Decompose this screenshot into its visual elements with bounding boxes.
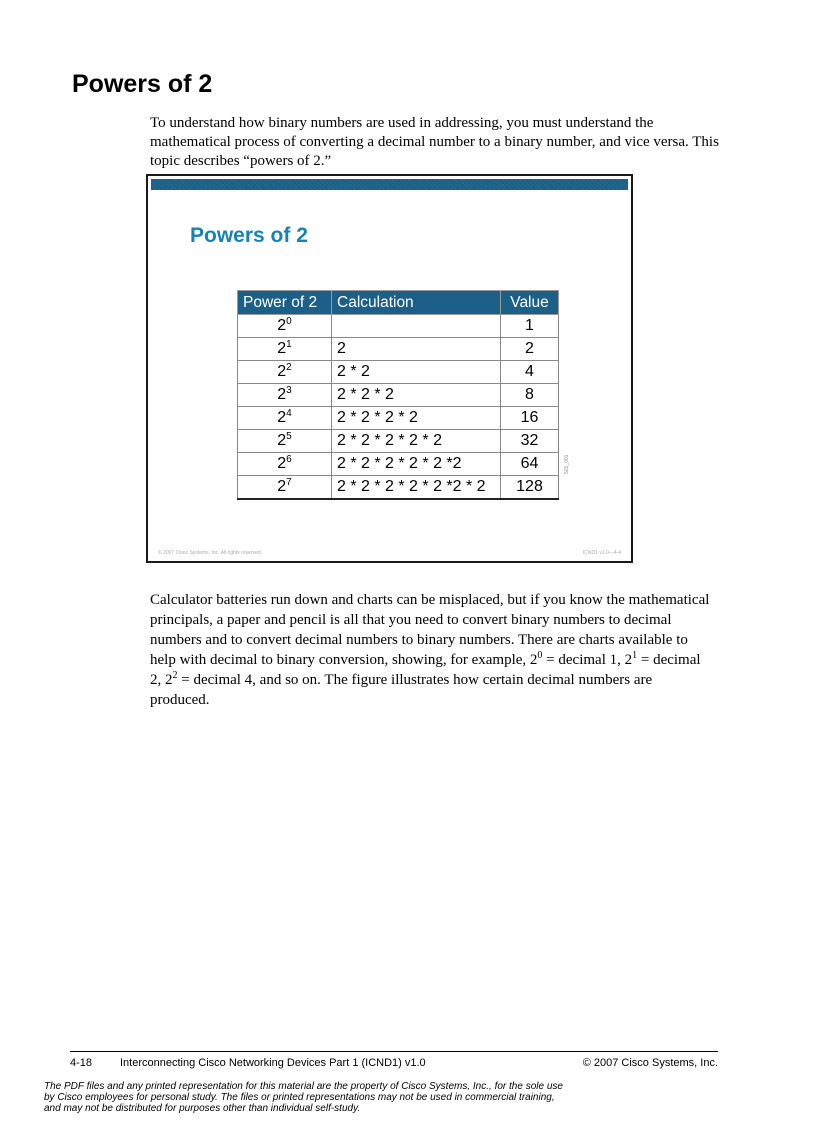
exponent-1: 1 [632,650,638,661]
slide-header-bar [151,179,628,190]
body-text-1: Calculator batteries run down and charts can be misplaced, but if you know the mathematical principals, a paper and pencil is all that you need to convert binary numbers to decimal numbers and to convert decimal numbers to binary numbers. There are charts available to help with decimal to binary conversion, showing, for example, 2 [150,592,710,668]
table-row [238,453,559,476]
intro-paragraph: To understand how binary numbers are used in addressing, you must understand the mathematical process of converting a decimal number to a binary number, and vice versa. This topic describes “powers of 2.” [150,115,719,169]
power-exponent: 2 [286,362,292,373]
power-cell [238,361,332,384]
power-cell [238,384,332,407]
power-exponent: 0 [286,316,292,327]
footer-rule [70,1051,718,1052]
value-cell: 128 [501,476,559,500]
table-row [238,476,559,500]
powers-table [237,290,559,500]
table-row [238,384,559,407]
value-cell: 2 [501,338,559,361]
power-cell [238,315,332,338]
page-title: Powers of 2 [72,70,213,98]
power-cell [238,407,332,430]
calculation-cell: 2 * 2 * 2 * 2 * 2 [332,430,501,453]
value-cell: 64 [501,453,559,476]
power-exponent: 5 [286,431,292,442]
exponent-0: 0 [537,650,543,661]
body-text-2: = decimal 1, 2 [542,652,633,668]
power-cell [238,453,332,476]
header-power: Power of 2 [238,291,332,315]
power-base: 2 [277,386,287,403]
power-base: 2 [277,478,287,495]
power-base: 2 [277,409,287,426]
value-cell: 4 [501,361,559,384]
calculation-cell: 2 * 2 * 2 * 2 [332,407,501,430]
table-row [238,430,559,453]
usage-notice: The PDF files and any printed representation for this material are the property of Cisco Systems, Inc., for the sole use by Cisco employees for personal study. The files or printed representations may not be used in commercial training, and may not be distributed for purposes other than individual self-study. [44,1081,563,1114]
header-calculation: Calculation [332,291,501,315]
body-paragraph [150,590,715,710]
power-base: 2 [277,317,287,334]
power-cell [238,338,332,361]
value-cell: 32 [501,430,559,453]
table-row [238,407,559,430]
calculation-cell: 2 [332,338,501,361]
power-exponent: 6 [286,454,292,465]
power-base: 2 [277,340,287,357]
power-base: 2 [277,455,287,472]
body-text-4: = decimal 4, and so on. The figure illustrates how certain decimal numbers are produced. [150,672,653,708]
book-title: Interconnecting Cisco Networking Devices Part 1 (ICND1) v1.0 [120,1057,426,1069]
calculation-cell: 2 * 2 * 2 [332,384,501,407]
power-exponent: 4 [286,408,292,419]
power-cell [238,476,332,500]
header-value: Value [501,291,559,315]
slide-figure [146,174,633,563]
slide-title: Powers of 2 [190,224,308,247]
value-cell: 1 [501,315,559,338]
calculation-cell: 2 * 2 [332,361,501,384]
table-header-row [238,291,559,315]
power-base: 2 [277,432,287,449]
calculation-cell [332,315,501,338]
value-cell: 8 [501,384,559,407]
body-text-3: = decimal 2, 2 [150,652,701,688]
exponent-2: 2 [172,670,178,681]
calculation-cell: 2 * 2 * 2 * 2 * 2 *2 [332,453,501,476]
table-row [238,315,559,338]
table-row [238,361,559,384]
table-row [238,338,559,361]
slide-footer-code: ICND1 v1.0—4-4 [582,550,621,556]
power-exponent: 3 [286,385,292,396]
calculation-cell: 2 * 2 * 2 * 2 * 2 *2 * 2 [332,476,501,500]
slide-footer-copyright: © 2007 Cisco Systems, Inc. All rights reserved. [158,550,263,556]
value-cell: 16 [501,407,559,430]
power-cell [238,430,332,453]
power-exponent: 7 [286,477,292,488]
power-base: 2 [277,363,287,380]
power-exponent: 1 [286,339,292,350]
page-number: 4-18 [70,1057,93,1069]
copyright: © 2007 Cisco Systems, Inc. [582,1057,718,1069]
slide-side-code: 501_001 [564,454,570,474]
